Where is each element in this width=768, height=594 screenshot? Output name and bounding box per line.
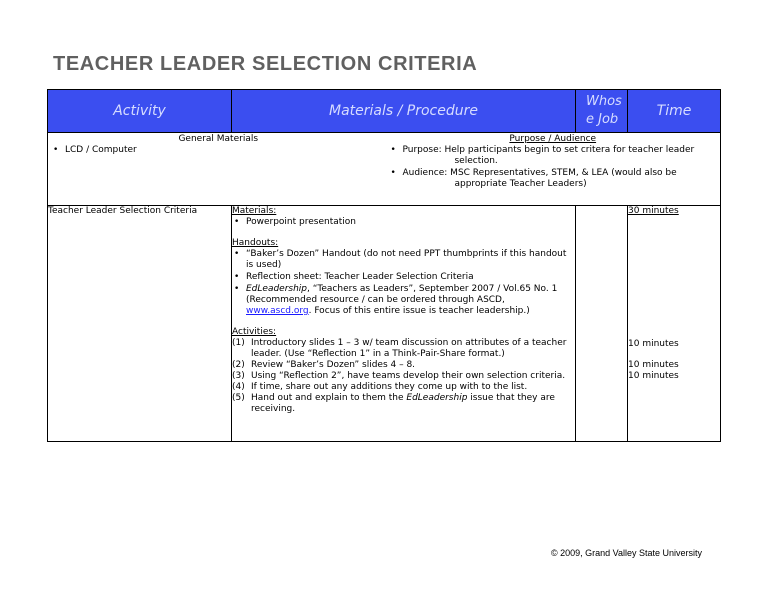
activity-row bbox=[48, 206, 721, 442]
list-item: • Powerpoint presentation bbox=[232, 217, 575, 228]
header-activity: Activity bbox=[48, 90, 232, 133]
header-time: Time bbox=[628, 90, 721, 133]
time-cell bbox=[628, 206, 721, 442]
ascd-link[interactable]: www.ascd.org bbox=[246, 306, 309, 316]
general-row bbox=[48, 133, 721, 206]
list-item: (3) Using “Reflection 2”, have teams develop their own selection criteria. bbox=[232, 371, 566, 381]
page-title: TEACHER LEADER SELECTION CRITERIA bbox=[53, 53, 478, 75]
purpose-audience-heading: Purpose / Audience bbox=[509, 134, 597, 144]
time-activity-2: 10 minutes bbox=[628, 360, 679, 370]
copyright-footer: © 2009, Grand Valley State University bbox=[551, 548, 703, 558]
header-row bbox=[48, 90, 721, 133]
list-item: • EdLeadership, “Teachers as Leaders”, September 2007 / Vol.65 No. 1 (Recommended resource / can be ordered through ASCD, www.ascd.org. Focus of this entire issue is teacher leadership.) bbox=[232, 284, 575, 317]
purpose-item: • Purpose: Help participants begin to set critera for teacher leader selection. bbox=[388, 145, 717, 167]
procedure-cell bbox=[232, 206, 576, 442]
activity-cell: Teacher Leader Selection Criteria bbox=[48, 206, 232, 442]
list-item: (1) Introductory slides 1 – 3 w/ team discussion on attributes of a teacher leader. (Use “Reflection 1” in a Think-Pair-Share format.) bbox=[232, 338, 567, 359]
list-item: (5) Hand out and explain to them the EdLeadership issue that they are receiving. bbox=[232, 393, 555, 414]
list-item: • “Baker’s Dozen” Handout (do not need PPT thumbprints if this handout is used) bbox=[232, 249, 575, 271]
list-item: • LCD / Computer bbox=[51, 145, 385, 156]
lesson-plan-table bbox=[47, 89, 721, 442]
list-item: (4) If time, share out any additions they come up with to the list. bbox=[232, 382, 528, 392]
header-whose-job: Whos e Job bbox=[576, 90, 628, 133]
list-item: (2) Review “Baker’s Dozen” slides 4 – 8. bbox=[232, 360, 416, 370]
header-materials-procedure: Materials / Procedure bbox=[232, 90, 576, 133]
general-materials-heading: General Materials bbox=[178, 134, 259, 144]
general-materials bbox=[48, 133, 388, 191]
activities-heading: Activities: bbox=[232, 327, 277, 337]
materials-heading: Materials: bbox=[232, 206, 277, 216]
purpose-audience bbox=[388, 133, 720, 191]
handouts-heading: Handouts: bbox=[232, 238, 279, 248]
whose-job-cell bbox=[576, 206, 628, 442]
list-item: • Reflection sheet: Teacher Leader Selection Criteria bbox=[232, 272, 575, 283]
time-activity-3: 10 minutes bbox=[628, 371, 679, 381]
time-activity-1: 10 minutes bbox=[628, 339, 679, 349]
audience-item: • Audience: MSC Representatives, STEM, & LEA (would also be appropriate Teacher Leaders) bbox=[388, 168, 717, 190]
total-time: 30 minutes bbox=[628, 206, 679, 216]
